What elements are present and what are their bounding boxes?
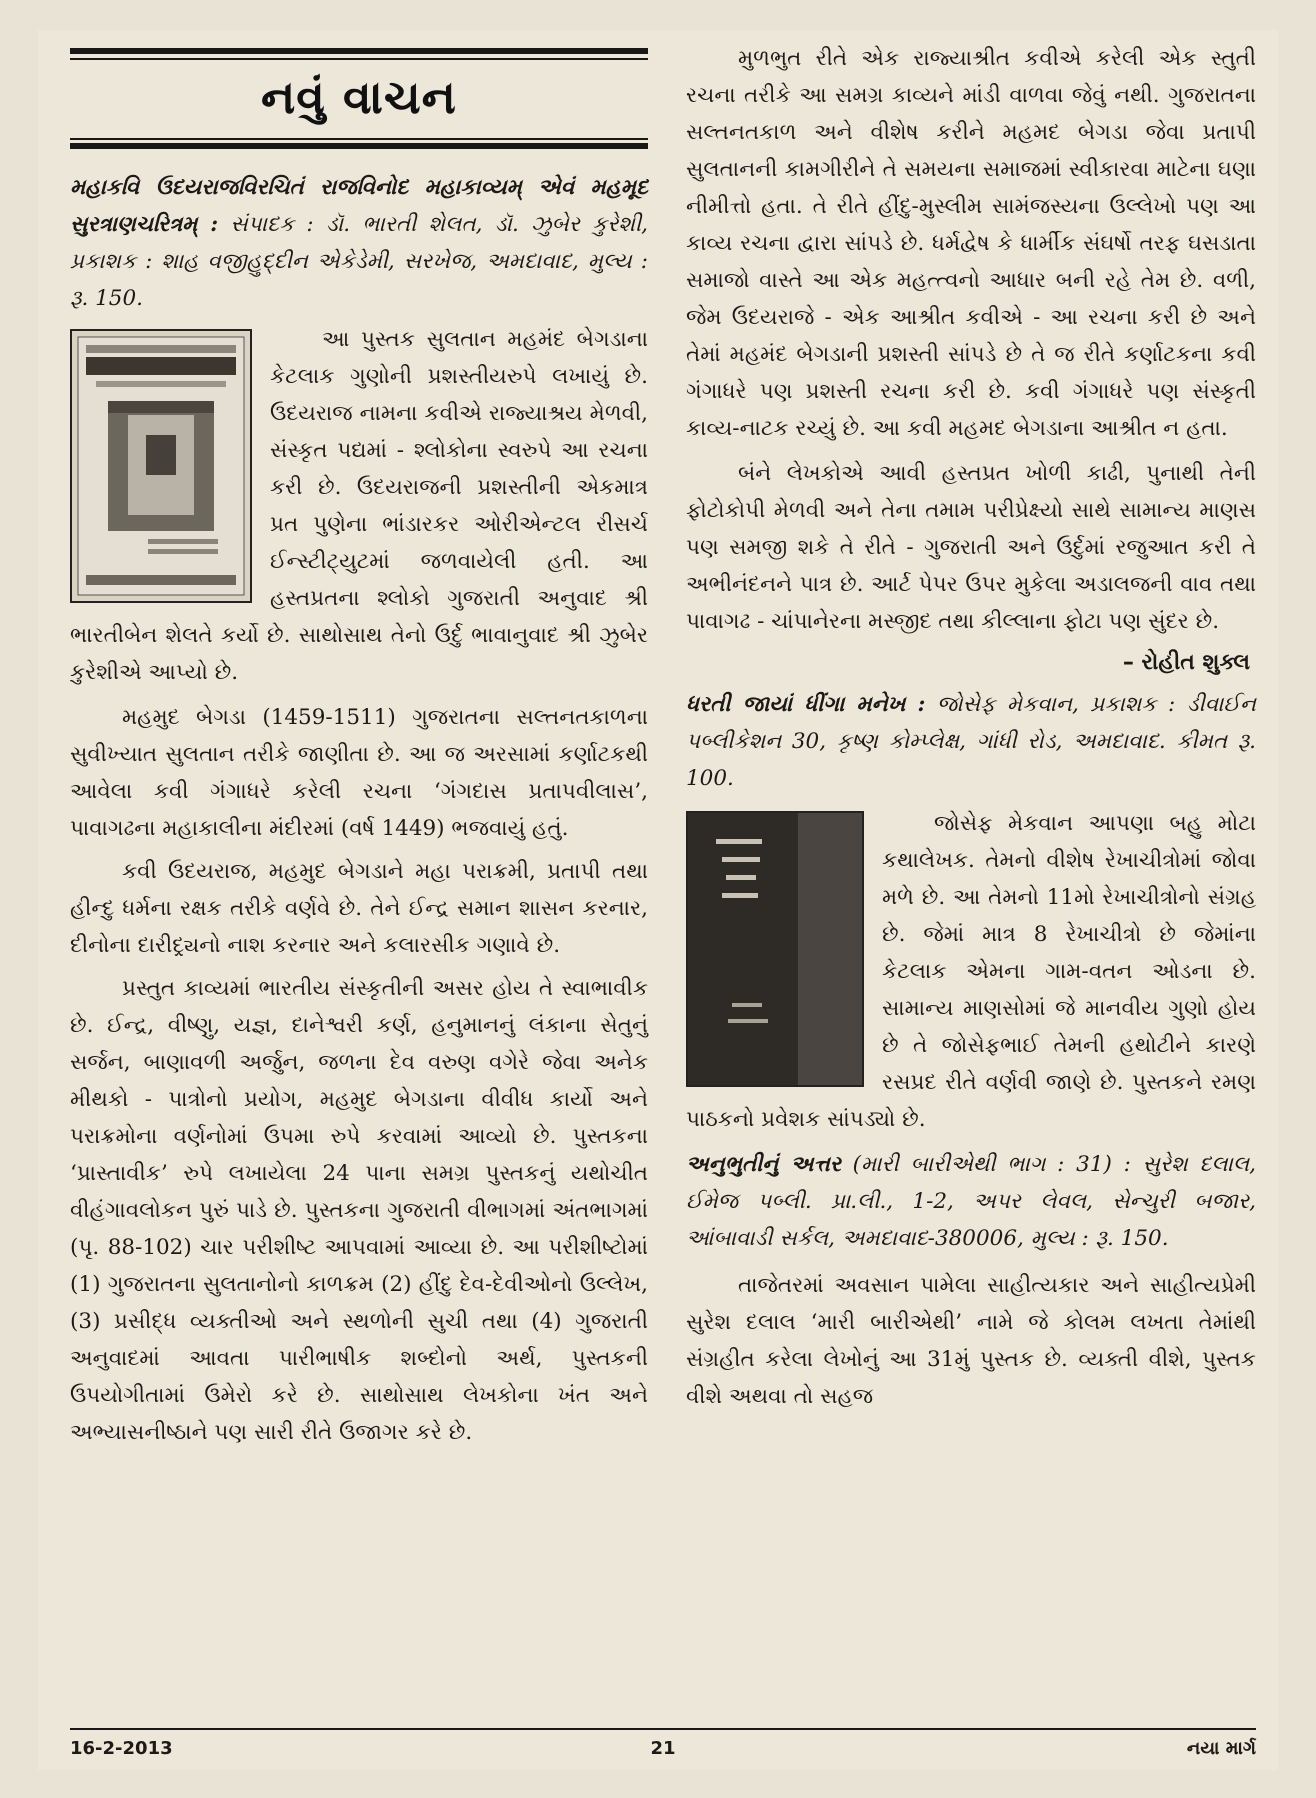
book1-paragraph-5: મુળભુત રીતે એક રાજ્યાશ્રીત કવીએ કરેલી એક સ્તુતી રચના તરીકે આ સમગ્ર કાવ્યને માંડી વાળવા જેવું નથી. ગુજરાતના સલ્તનતકાળ અને વીશેષ કરીને મહમદ બેગડા જેવા પ્રતાપી સુલતાનની કામગીરીને તે સમયના સમાજમાં સ્વીકારવા માટેના ઘણા નીમીત્તો હતા. તે રીતે હીંદુ-મુસ્લીમ સામંજસ્યના ઉલ્લેખો પણ આ કાવ્ય રચના દ્વારા સાંપડે છે. ધર્મદ્વેષ કે ધાર્મીક સંઘર્ષો તરફ ઘસડાતા સમાજો વાસ્તે આ એક મહત્ત્વનો આધાર બની રહે તેમ છે. વળી, જેમ ઉદયરાજે - એક આશ્રીત કવીએ - આ રચના કરી છે અને તેમાં મહમંદ બેગડાની પ્રશસ્તી સાંપડે છે તે જ રીતે કર્ણાટકના કવી ગંગાધરે પણ પ્રશસ્તી રચના કરી છે. કવી ગંગાધરે પણ સંસ્કૃતી કાવ્ય-નાટક રચ્યું છે. આ કવી મહમદ બેગડાના આશ્રીત ન હતા. — [686, 46, 1256, 441]
book3-title: અનુભુતીનું અત્તર — [686, 1152, 841, 1177]
book1-cover-image — [70, 329, 252, 603]
section-title: નવું વાચન — [261, 70, 457, 124]
book1-paragraph-1: આ પુસ્તક સુલતાન મહમંદ બેગડાના કેટલાક ગુણોની પ્રશસ્તીયરુપે લખાયું છે. ઉદયરાજ નામના કવીએ રાજ્યાશ્રય મેળવી, સંસ્કૃત પદ્યમાં - શ્લોકોના સ્વરુપે આ રચના કરી છે. ઉદયરાજની પ્રશસ્તીની એકમાત્ર પ્રત પુણેના ભાંડારકર ઓરીએન્ટલ રીસર્ચ ઈન્સ્ટીટ્યુટમાં જળવાયેલી હતી. આ હસ્તપ્રતના શ્લોકો ગુજરાતી અનુવાદ શ્રી ભારતીબેન શેલતે કર્યો છે. સાથોસાથ તેનો ઉર્દુ ભાવાનુવાદ શ્રી ઝુબેર કુરેશીએ આપ્યો છે. — [70, 327, 648, 685]
magazine-name: નયા માર્ગ — [1186, 1738, 1256, 1759]
book2-review — [686, 805, 1256, 1138]
book2-cover-illustration — [688, 813, 862, 1085]
book1-citation — [70, 169, 648, 317]
book3-paragraph: તાજેતરમાં અવસાન પામેલા સાહીત્યકાર અને સાહીત્યપ્રેમી સુરેશ દલાલ ‘મારી બારીએથી’ નામે જે કોલમ લખતા તેમાંથી સંગ્રહીત કરેલા લેખોનું આ 31મું પુસ્તક છે. વ્યક્તી વીશે, પુસ્તક વીશે અથવા તો સહજ — [686, 1273, 1256, 1409]
page-footer — [70, 1728, 1256, 1759]
page-number: 21 — [650, 1738, 676, 1759]
right-column — [686, 30, 1256, 1415]
book1-details: સંપાદક : ડૉ. ભારતી શેલત, ડૉ. ઝુબેર કુરેશી, પ્રકાશક : શાહ વજીહુદ્દીન એકેડેમી, સરખેજ, અમદાવાદ, મુલ્ય : રૂ. 150. — [70, 212, 648, 311]
masthead-top-rule — [70, 48, 648, 54]
book2-details: જોસેફ મેકવાન, પ્રકાશક : ડીવાઈન પબ્લીકેશન 30, કૃષ્ણ કોમ્પ્લેક્ષ, ગાંધી રોડ, અમદાવાદ. કીમત રૂ. 100. — [686, 692, 1256, 791]
book1-paragraph-4: પ્રસ્તુત કાવ્યમાં ભારતીય સંસ્કૃતીની અસર હોય તે સ્વાભાવીક છે. ઈન્દ્ર, વીષ્ણુ, યજ્ઞ, દાનેશ્વરી કર્ણ, હનુમાનનું લંકાના સેતુનું સર્જન, બાણાવળી અર્જુન, જળના દેવ વરુણ વગેરે જેવા અનેક મીથકો - પાત્રોનો પ્રયોગ, મહમુદ બેગડાના વીવીધ કાર્યો અને પરાક્રમોના વર્ણનોમાં ઉપમા રુપે કરવામાં આવ્યો છે. પુસ્તકના ‘પ્રાસ્તાવીક’ રુપે લખાયેલા 24 પાના સમગ્ર પુસ્તકનું યથોચીત વીહંગાવલોકન પુરું પાડે છે. પુસ્તકના ગુજરાતી વીભાગમાં અંતભાગમાં (પૃ. 88-102) ચાર પરીશીષ્ટ આપવામાં આવ્યા છે. આ પરીશીષ્ટોમાં (1) ગુજરાતના સુલતાનોનો કાળક્રમ (2) હીંદુ દેવ-દેવીઓનો ઉલ્લેખ, (3) પ્રસીદ્ધ વ્યક્તીઓ અને સ્થળોની સુચી તથા (4) ગુજરાતી અનુવાદમાં આવતા પારીભાષીક શબ્દોનો અર્થ, પુસ્તકની ઉપયોગીતામાં ઉમેરો કરે છે. સાથોસાથ લેખકોના ખંત અને અભ્યાસનીષ્ઠાને પણ સારી રીતે ઉજાગર કરે છે. — [70, 976, 648, 1445]
book3-citation — [686, 1146, 1256, 1257]
book2-cover-image — [686, 811, 864, 1087]
book1-title: મહાકવિ ઉદયરાજવિરચિતં રાજવિનોદ મહાકાવ્યમ્ એવં મહમૂદ સુરત્રાણચરિત્રમ્ : — [70, 175, 648, 237]
issue-date: 16-2-2013 — [70, 1738, 173, 1759]
book2-citation — [686, 686, 1256, 797]
book2-paragraph: જોસેફ મેકવાન આપણા બહુ મોટા કથાલેખક. તેમનો વીશેષ રેખાચીત્રોમાં જોવા મળે છે. આ તેમનો 11મો રેખાચીત્રોનો સંગ્રહ છે. જેમાં માત્ર 8 રેખાચીત્રો છે જેમાંના કેટલાક એમના ગામ-વતન ઓડના છે. સામાન્ય માણસોમાં જે માનવીય ગુણો હોય છે તે જોસેફભાઈ તેમની હથોટીને કારણે રસપ્રદ રીતે વર્ણવી જાણે છે. પુસ્તકને રમણ પાઠકનો પ્રવેશક સાંપડ્યો છે. — [686, 811, 1256, 1132]
left-column — [70, 30, 648, 1451]
book1-paragraph-6: બંને લેખકોએ આવી હસ્તપ્રત ખોળી કાઢી, પુનાથી તેની ફોટોકોપી મેળવી અને તેના તમામ પરીપ્રેક્ષ્યો સાથે સામાન્ય માણસ પણ સમજી શકે તે રીતે - ગુજરાતી અને ઉર્દુમાં રજુઆત કરી તે અભીનંદનને પાત્ર છે. આર્ટ પેપર ઉપર મુકેલા અડાલજની વાવ તથા પાવાગઢ - ચાંપાનેરના મસ્જીદ તથા કીલ્લાના ફોટા પણ સુંદર છે. — [686, 461, 1256, 634]
book2-title: ધરતી જાયાં ધીંગા મનેખ : — [686, 692, 926, 717]
reviewer-signature: – રોહીત શુક્લ — [1122, 650, 1250, 675]
masthead-bottom-rule — [70, 143, 648, 149]
book1-cover-illustration — [72, 331, 250, 601]
book1-review — [70, 317, 648, 691]
magazine-page — [38, 30, 1278, 1770]
book1-paragraph-3: કવી ઉદયરાજ, મહમુદ બેગડાને મહા પરાક્રમી, પ્રતાપી તથા હીન્દુ ધર્મના રક્ષક તરીકે વર્ણવે છે. તેને ઈન્દ્ર સમાન શાસન કરનાર, દીનોના દારીદ્ર્યનો નાશ કરનાર અને કલારસીક ગણાવે છે. — [70, 859, 648, 958]
masthead-bottom-rule-thin — [70, 138, 648, 140]
book1-paragraph-2: મહમુદ બેગડા (1459-1511) ગુજરાતના સલ્તનતકાળના સુવીખ્યાત સુલતાન તરીકે જાણીતા છે. આ જ અરસામાં કર્ણાટકથી આવેલા કવી ગંગાધરે કરેલી રચના ‘ગંગદાસ પ્રતાપવીલાસ’, પાવાગઢના મહાકાલીના મંદીરમાં (વર્ષ 1449) ભજવાયું હતું. — [70, 705, 648, 841]
book3-details: (મારી બારીએથી ભાગ : 31) : સુરેશ દલાલ, ઈમેજ પબ્લી. પ્રા.લી., 1-2, અપર લેવલ, સેન્ચુરી બજાર, આંબાવાડી સર્કલ, અમદાવાદ-380006, મુલ્ય : રૂ. 150. — [686, 1152, 1257, 1251]
